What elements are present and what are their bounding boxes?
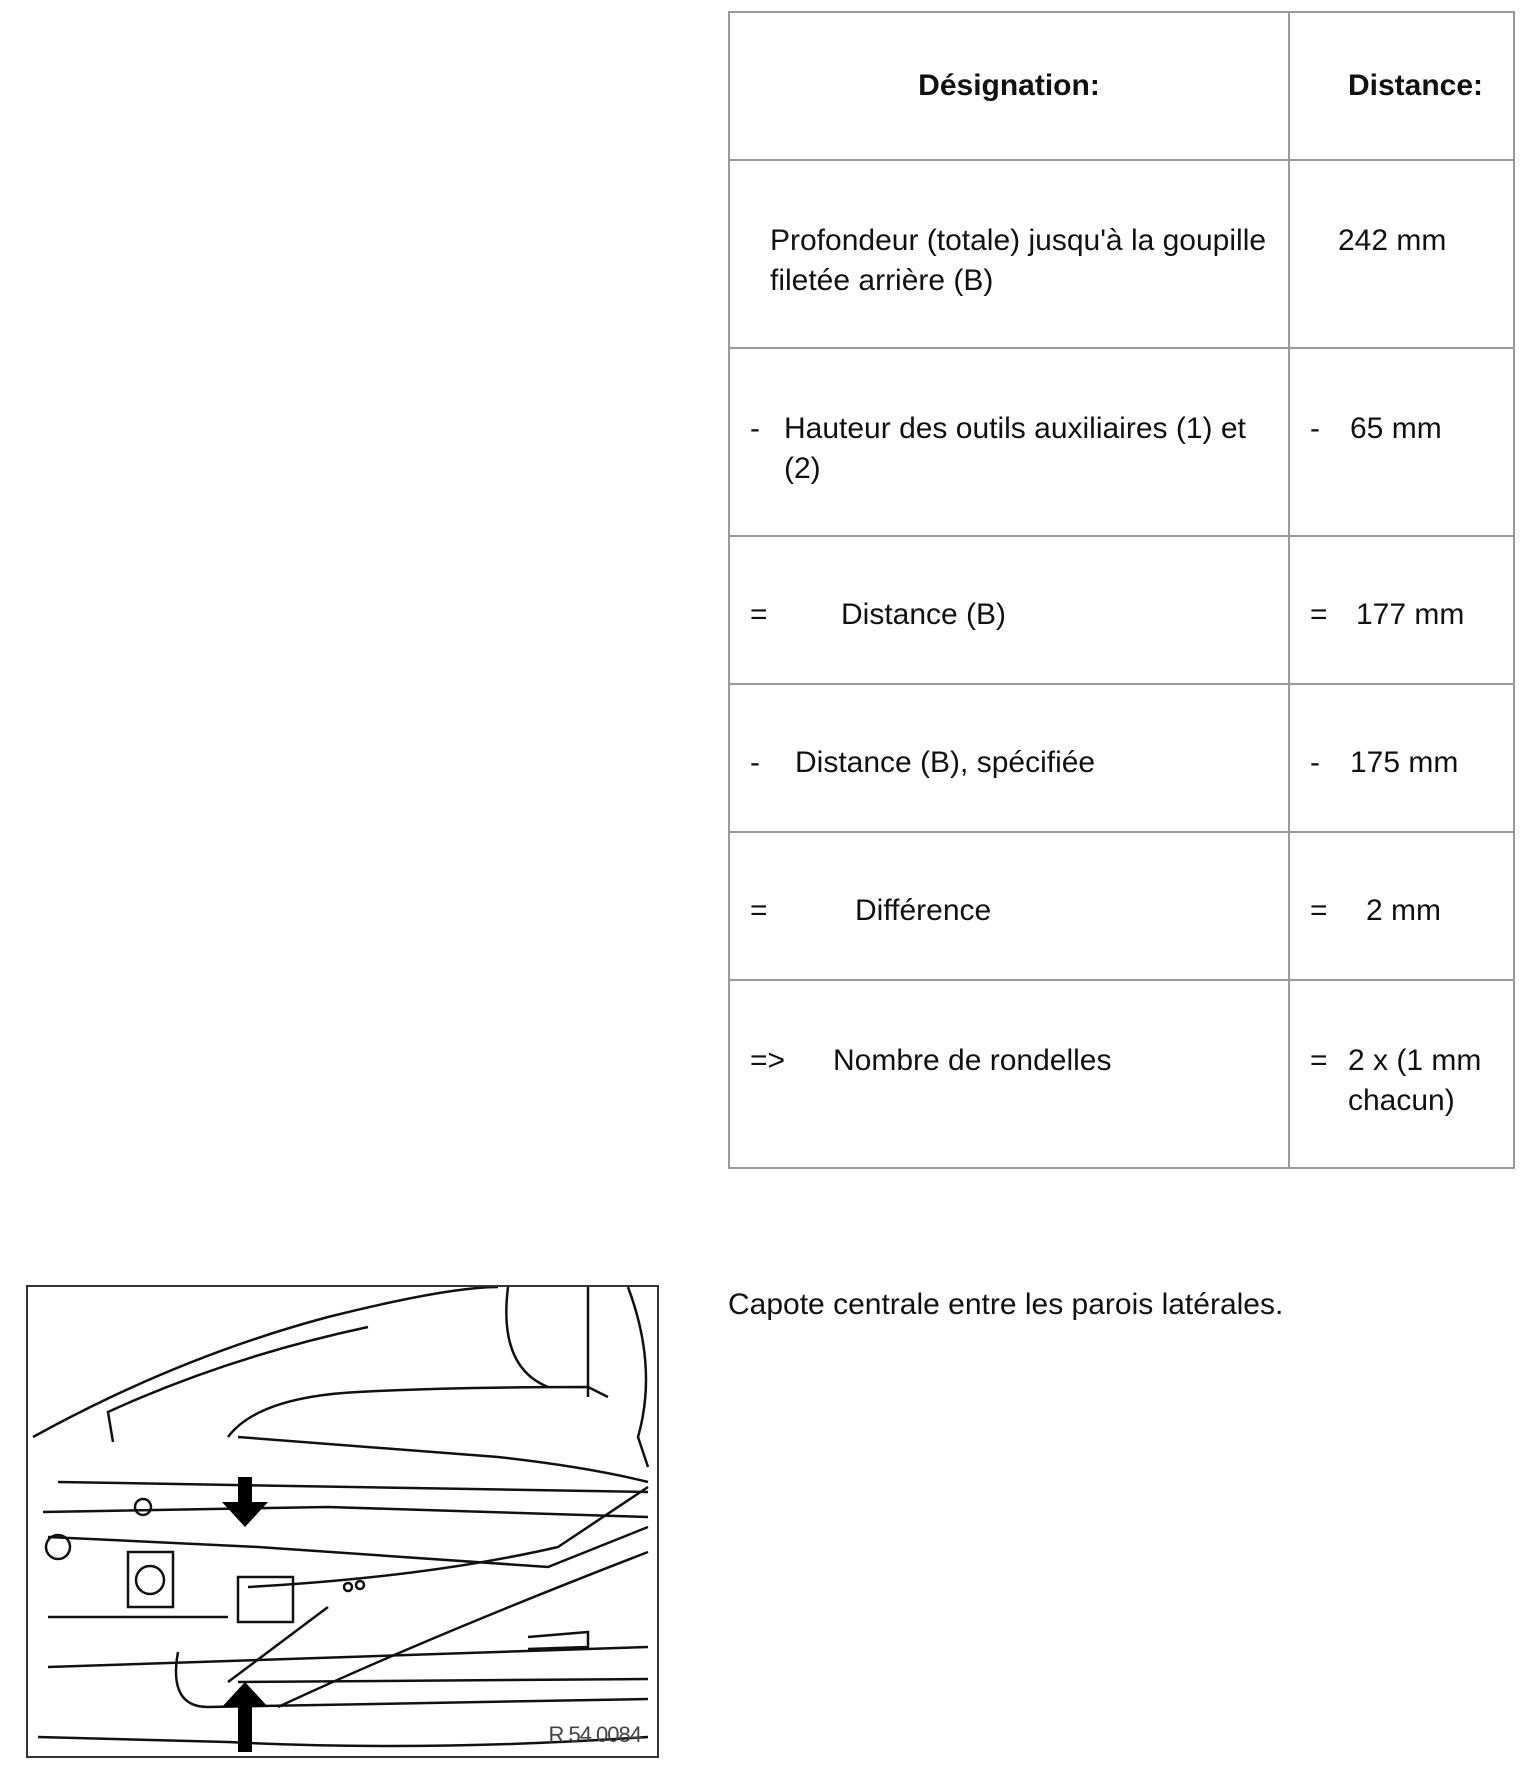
distance: 177 mm bbox=[1356, 598, 1465, 631]
table-row bbox=[729, 536, 1514, 684]
designation: Profondeur (totale) jusqu'à la goupille filetée arrière (B) bbox=[770, 224, 1267, 297]
operator: - bbox=[750, 412, 760, 445]
distance: 242 mm bbox=[1338, 224, 1447, 257]
header-designation: Désignation: bbox=[729, 12, 1289, 160]
operator: = bbox=[750, 598, 768, 631]
distance: 175 mm bbox=[1350, 746, 1459, 779]
distance: 2 x (1 mm chacun) bbox=[1348, 1044, 1482, 1117]
operator: = bbox=[1310, 894, 1328, 927]
operator: - bbox=[750, 746, 760, 779]
operator: = bbox=[1310, 1044, 1328, 1077]
designation: Nombre de rondelles bbox=[833, 1044, 1112, 1077]
header-distance: Distance: bbox=[1289, 12, 1514, 160]
distance-table bbox=[728, 11, 1515, 1169]
designation: Distance (B) bbox=[841, 598, 1007, 631]
table-row bbox=[729, 684, 1514, 832]
designation: Différence bbox=[855, 894, 992, 927]
designation: Distance (B), spécifiée bbox=[795, 746, 1096, 779]
figure-label: R 54 0084 bbox=[548, 1722, 641, 1747]
table-row bbox=[729, 348, 1514, 536]
operator: = bbox=[1310, 598, 1328, 631]
designation: Hauteur des outils auxiliaires (1) et (2) bbox=[784, 412, 1246, 485]
table-header-row bbox=[729, 12, 1514, 160]
caption: Capote centrale entre les parois latérales. bbox=[728, 1288, 1284, 1321]
operator: - bbox=[1310, 746, 1320, 779]
operator: => bbox=[750, 1044, 786, 1077]
operator: - bbox=[1310, 412, 1320, 445]
table-row bbox=[729, 832, 1514, 980]
technical-illustration bbox=[26, 1285, 659, 1758]
operator: = bbox=[750, 894, 768, 927]
table-row bbox=[729, 160, 1514, 348]
table-row bbox=[729, 980, 1514, 1168]
distance: 65 mm bbox=[1350, 412, 1442, 445]
distance: 2 mm bbox=[1366, 894, 1441, 927]
convertible-top-drawing bbox=[28, 1287, 657, 1756]
